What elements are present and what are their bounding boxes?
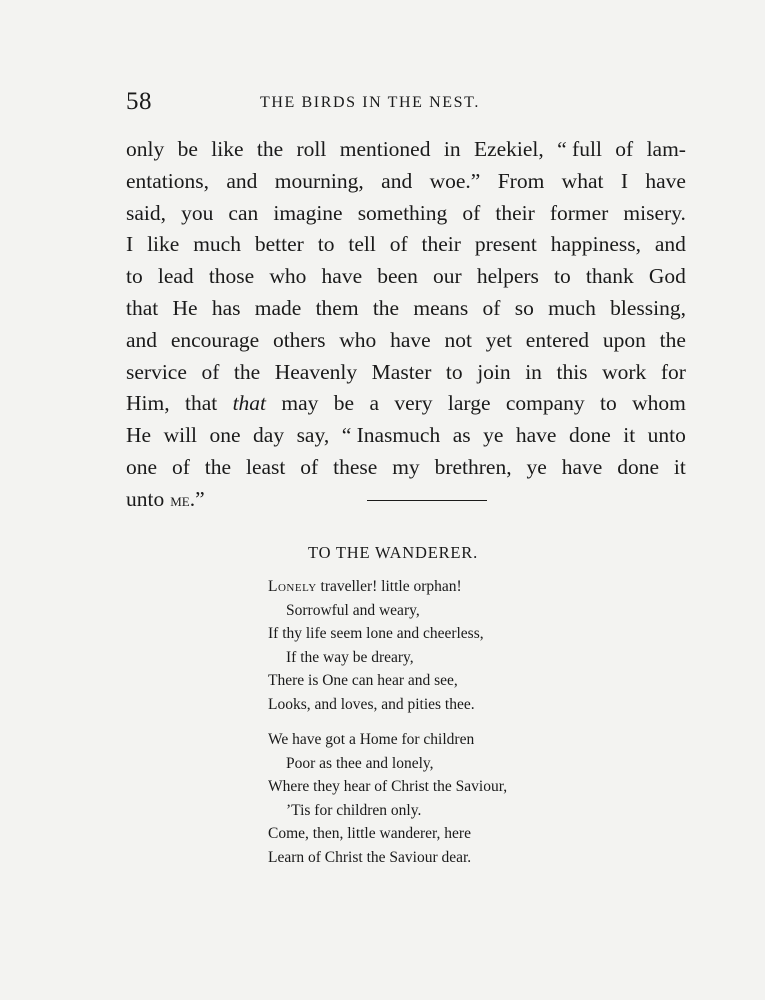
poem-line: If the way be dreary, [286,648,414,666]
poem-line: Lonely traveller! little orphan! [268,578,462,595]
poem-line: Where they hear of Christ the Saviour, [268,778,508,795]
italic-emphasis: that [232,391,267,416]
poem-line: Looks, and loves, and pities thee. [268,695,475,713]
text-line: said, you can imagine something of their former misery. [126,200,686,225]
running-head: THE BIRDS IN THE NEST. [260,94,480,111]
small-caps-text: me [170,489,190,511]
text-line: Him, that that may be a very large company to whom [126,391,686,423]
poem-stanza [268,578,484,719]
poem-line: Come, then, little wanderer, here [268,825,471,842]
text-line: entations, and mourning, and woe.” From what I have [126,168,686,193]
text-line: unto me.” [126,486,205,511]
poem-line: Learn of Christ the Saviour dear. [268,848,472,866]
text-line: I like much better to tell of their present happiness, and [126,232,686,257]
poem-title: TO THE WANDERER. [308,543,479,562]
poem-line: Poor as thee and lonely, [286,754,434,772]
poem-line: There is One can hear and see, [268,672,458,689]
page-number: 58 [126,88,152,115]
poem-stanza [268,731,507,872]
text-line: He will one day say, “ Inasmuch as ye have done it unto [126,423,686,448]
poem-line: We have got a Home for children [268,731,475,748]
text-line: to lead those who have been our helpers to thank God [126,264,686,289]
text-line: only be like the roll mentioned in Ezekiel, “ full of lam- [126,137,686,161]
poem-line: If thy life seem lone and cheerless, [268,625,484,642]
text-line: service of the Heavenly Master to join in this work for [126,359,686,384]
section-divider [367,500,487,501]
poem-line: ’Tis for children only. [286,801,422,819]
body-text [126,137,686,519]
text-line: one of the least of these my brethren, ye have done it [126,454,686,479]
text-line: and encourage others who have not yet entered upon the [126,327,686,352]
poem-line: Sorrowful and weary, [286,601,420,619]
text-line: that He has made them the means of so much blessing, [126,295,686,320]
